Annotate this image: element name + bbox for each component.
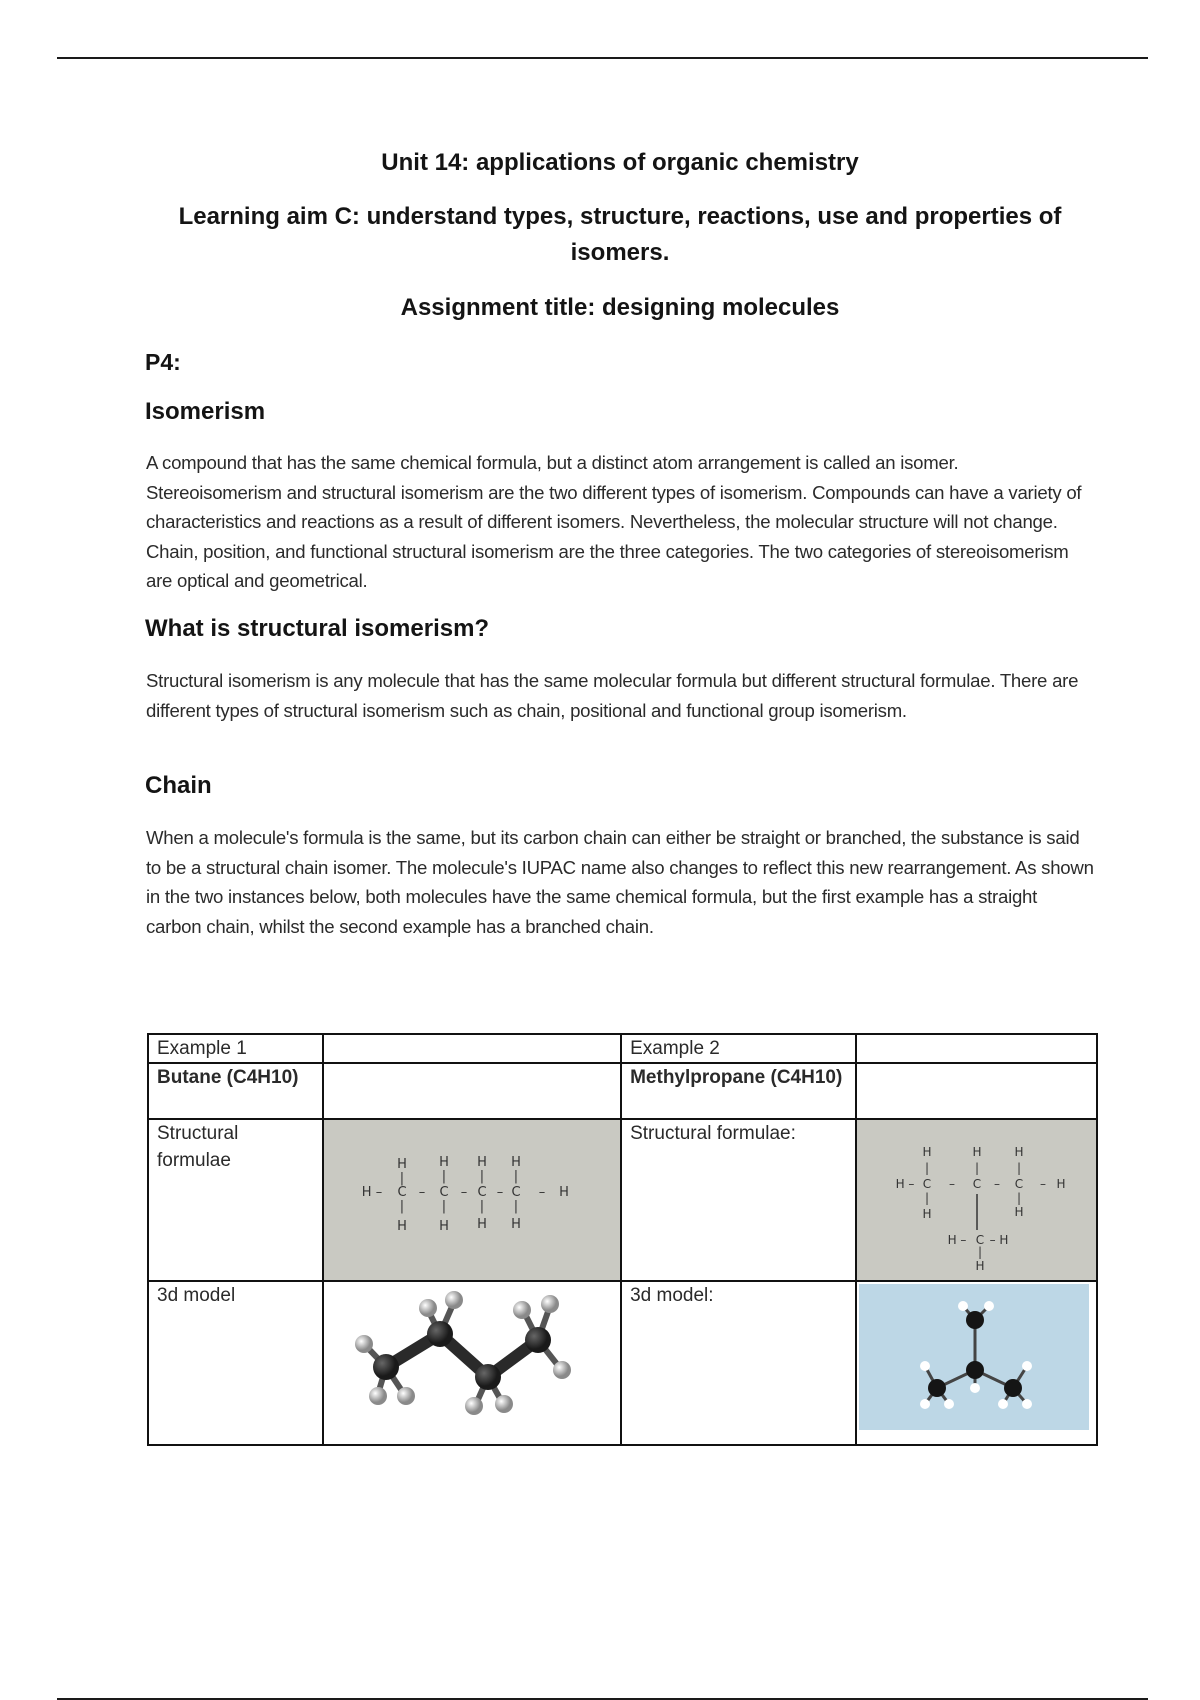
example2-model-label: 3d model:: [621, 1281, 856, 1445]
svg-text:H: H: [922, 1207, 932, 1221]
methylpropane-sketch-icon: [857, 1120, 1096, 1280]
svg-text:C: C: [397, 1185, 407, 1200]
svg-text:H: H: [1014, 1205, 1024, 1219]
svg-text:|: |: [441, 1199, 447, 1214]
example1-label: Example 1: [148, 1034, 323, 1063]
svg-text:H –: H –: [895, 1177, 915, 1191]
table-row: [148, 1034, 1097, 1063]
svg-text:H –: H –: [947, 1233, 967, 1247]
example2-name: Methylpropane (C4H10): [621, 1063, 856, 1119]
svg-text:C: C: [477, 1185, 487, 1200]
svg-text:|: |: [479, 1169, 485, 1184]
svg-text:C: C: [975, 1233, 985, 1247]
svg-text:|: |: [513, 1199, 519, 1214]
assignment-title: Assignment title: designing molecules: [400, 294, 840, 321]
svg-text:|: |: [974, 1161, 980, 1175]
chain-paragraph: When a molecule's formula is the same, but its carbon chain can either be straight or branched, the substance is said to be a structural chain isomer. The molecule's IUPAC name also changes to reflect this new rearrangement. As shown in the two instances below, both molecules have the same chemical formula, but the first example has a straight carbon chain, whilst the second example has a branched chain.: [146, 827, 1094, 937]
methylpropane-3d-model-image: [856, 1281, 1097, 1445]
svg-text:|: |: [1016, 1161, 1022, 1175]
svg-text:|: |: [513, 1169, 519, 1184]
example1-model-label: 3d model: [148, 1281, 323, 1445]
svg-text:H: H: [1014, 1145, 1024, 1159]
chain-heading: Chain: [145, 772, 212, 799]
butane-sketch-icon: [324, 1120, 620, 1280]
empty-cell: [856, 1034, 1097, 1063]
learning-aim-line1: Learning aim C: understand types, structure, reactions, use and properties of: [178, 203, 1062, 230]
methylpropane-ball-stick-icon: [857, 1282, 1096, 1436]
empty-cell: [323, 1063, 621, 1119]
svg-text:H: H: [922, 1145, 932, 1159]
examples-table: [147, 1033, 1098, 1446]
svg-text:|: |: [441, 1169, 447, 1184]
svg-text:|: |: [479, 1199, 485, 1214]
criterion-label: P4:: [145, 349, 181, 375]
svg-text:H: H: [397, 1157, 407, 1172]
svg-text:C: C: [439, 1185, 449, 1200]
svg-text:–: –: [496, 1185, 504, 1200]
svg-text:–: –: [418, 1185, 426, 1200]
table-row: [148, 1119, 1097, 1281]
svg-text:C: C: [511, 1185, 521, 1200]
unit-title: Unit 14: applications of organic chemistry: [381, 149, 859, 176]
svg-text:–: –: [948, 1177, 955, 1191]
structural-isomerism-heading: What is structural isomerism?: [145, 615, 490, 642]
svg-text:H: H: [477, 1217, 487, 1232]
isomerism-heading: Isomerism: [145, 398, 266, 425]
butane-structural-formula-image: [323, 1119, 621, 1281]
example2-label: Example 2: [621, 1034, 856, 1063]
svg-text:|: |: [399, 1199, 405, 1214]
svg-text:H –: H –: [361, 1185, 383, 1200]
top-rule: [57, 57, 1148, 59]
svg-text:C: C: [922, 1177, 932, 1191]
example2-structural-label: Structural formulae:: [621, 1119, 856, 1281]
example1-name: Butane (C4H10): [148, 1063, 323, 1119]
svg-text:H: H: [439, 1219, 449, 1234]
isomerism-paragraph: A compound that has the same chemical formula, but a distinct atom arrangement is called an isomer. Stereoisomerism and structural isomerism are the two different types of isomerism. Compounds can have a variety of characteristics and reactions as a result of different isomers. Nevertheless, the molecular structure will not change. Chain, position, and functional structural isomerism are the three categories. The two categories of stereoisomerism are optical and geometrical.: [146, 452, 1082, 591]
svg-text:|: |: [399, 1171, 405, 1186]
svg-text:H: H: [397, 1219, 407, 1234]
svg-text:|: |: [977, 1245, 983, 1259]
butane-3d-model-image: [323, 1281, 621, 1445]
svg-text:C: C: [972, 1177, 982, 1191]
example1-structural-label: Structural formulae: [148, 1119, 323, 1281]
svg-text:|: |: [924, 1161, 930, 1175]
svg-text:–: –: [460, 1185, 468, 1200]
svg-text:H: H: [511, 1155, 521, 1170]
svg-text:– H: – H: [989, 1233, 1009, 1247]
svg-text:H: H: [477, 1155, 487, 1170]
empty-cell: [856, 1063, 1097, 1119]
learning-aim-line2: isomers.: [570, 239, 670, 266]
butane-ball-stick-icon: [324, 1282, 620, 1436]
empty-cell: [323, 1034, 621, 1063]
svg-text:|: |: [924, 1191, 930, 1205]
svg-text:–: –: [993, 1177, 1000, 1191]
structural-isomerism-paragraph: Structural isomerism is any molecule that has the same molecular formula but different structural formulae. There are different types of structural isomerism such as chain, positional and functional group isomerism.: [146, 670, 1079, 721]
svg-text:–: –: [538, 1185, 546, 1200]
methylpropane-structural-formula-image: [856, 1119, 1097, 1281]
svg-text:|: |: [1016, 1191, 1022, 1205]
svg-text:H: H: [1056, 1177, 1066, 1191]
table-row: [148, 1063, 1097, 1119]
svg-text:–: –: [1039, 1177, 1046, 1191]
svg-text:H: H: [511, 1217, 521, 1232]
table-row: [148, 1281, 1097, 1445]
svg-text:C: C: [1014, 1177, 1024, 1191]
svg-text:H: H: [439, 1155, 449, 1170]
svg-text:H: H: [975, 1259, 985, 1273]
svg-text:H: H: [972, 1145, 982, 1159]
svg-text:H: H: [559, 1185, 569, 1200]
